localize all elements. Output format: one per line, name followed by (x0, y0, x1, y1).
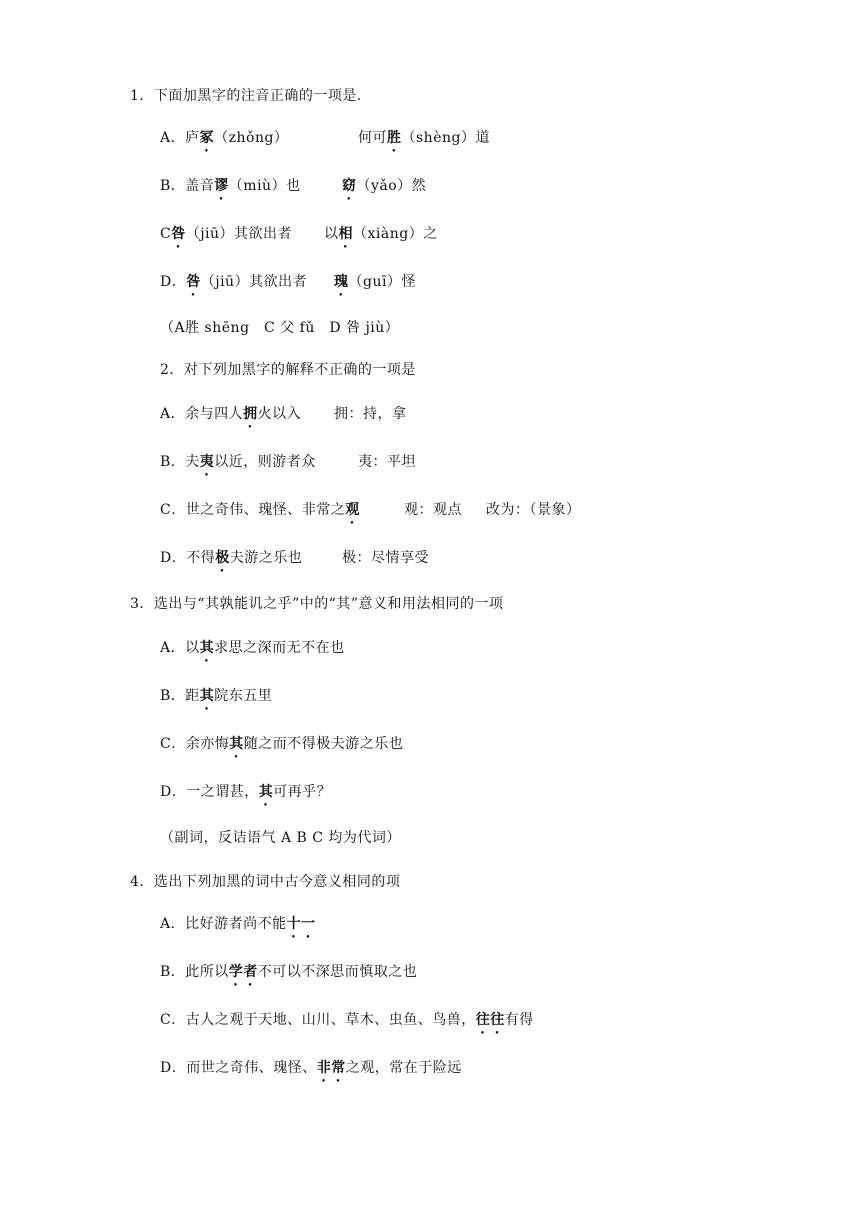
q2-option-a: A．余与四人拥火以入 (160, 406, 302, 422)
q2-option-c-correction: 改为：（景象） (486, 502, 581, 518)
q2-option-c: C．世之奇伟、瑰怪、非常之观 (160, 502, 360, 518)
q1-stem: 1．下面加黑字的注音正确的一项是. (130, 88, 362, 104)
q2-option-a-note: 拥：持，拿 (334, 406, 407, 422)
q1-option-a: A．庐冢（zhǒng） (160, 130, 289, 146)
q4-option-b: B．此所以学者不可以不深思而慎取之也 (160, 964, 418, 980)
q1-option-d-second: 瑰（guī）怪 (334, 274, 416, 290)
q2-option-c-note: 观：观点 (404, 502, 462, 518)
q1-option-c: C咎（jiū）其欲出者 (160, 226, 293, 242)
q4-option-a: A．比好游者尚不能十一 (160, 916, 316, 932)
q1-option-c-second: 以相（xiàng）之 (324, 226, 438, 242)
q3-option-c: C．余亦悔其随之而不得极夫游之乐也 (160, 736, 404, 752)
q3-option-b: B．距其院东五里 (160, 688, 273, 704)
q1-option-b: B．盖音谬（miù）也 (160, 178, 301, 194)
q1-option-b-second: 窈（yǎo）然 (342, 178, 427, 194)
q1-answer: （A胜 shēng C 父 fǔ D 咎 jiù） (160, 320, 400, 336)
q3-answer: （副词，反诘语气 A B C 均为代词） (160, 830, 401, 846)
q1-option-d: D．咎（jiū）其欲出者 (160, 274, 308, 290)
q4-stem: 4．选出下列加黑的词中古今意义相同的项 (130, 874, 401, 890)
q4-option-c: C．古人之观于天地、山川、草木、虫鱼、鸟兽，往往有得 (160, 1012, 534, 1028)
q3-stem: 3．选出与“其孰能讥之乎”中的“其”意义和用法相同的一项 (130, 596, 504, 612)
q2-stem: 2．对下列加黑字的解释不正确的一项是 (160, 362, 416, 378)
q3-option-d: D．一之谓甚，其可再乎？ (160, 784, 332, 800)
q2-option-b-note: 夷：平坦 (358, 454, 416, 470)
q2-option-b: B．夫夷以近，则游者众 (160, 454, 316, 470)
q2-option-d-note: 极：尽情享受 (342, 550, 429, 566)
q1-option-a-second: 何可胜（shèng）道 (358, 130, 490, 146)
q3-option-a: A．以其求思之深而无不在也 (160, 640, 345, 656)
q4-option-d: D．而世之奇伟、瑰怪、非常之观，常在于险远 (160, 1060, 462, 1076)
q2-option-d: D．不得极夫游之乐也 (160, 550, 303, 566)
